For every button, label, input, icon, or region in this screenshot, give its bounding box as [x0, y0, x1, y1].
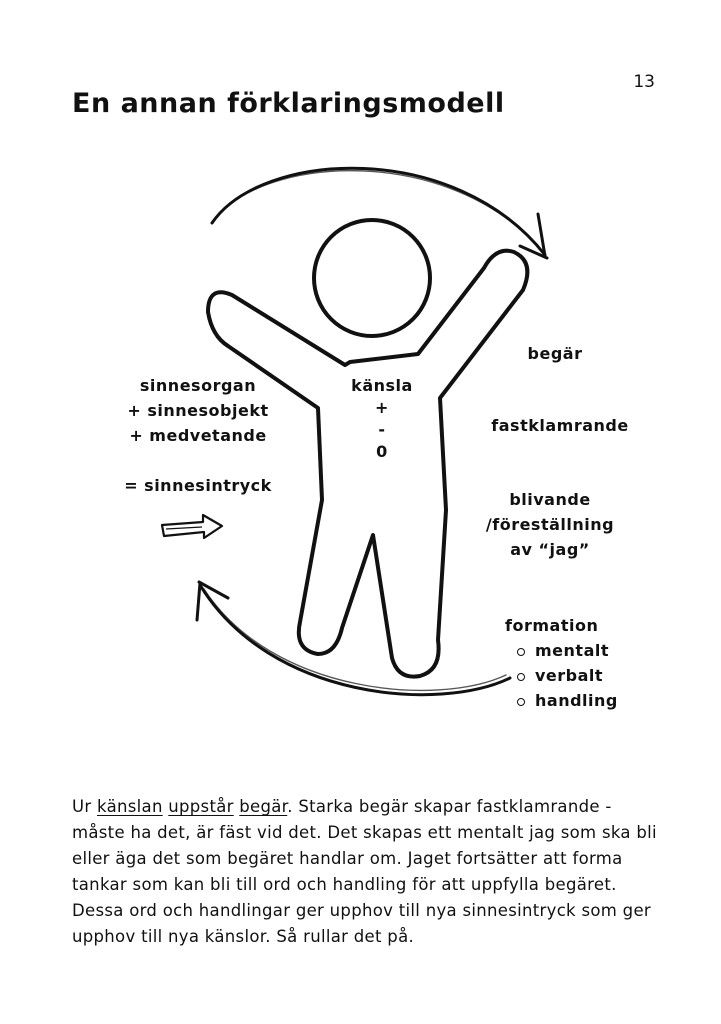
formation-block [505, 613, 665, 713]
becoming-block [470, 487, 630, 562]
page-title: En annan förklaringsmodell [72, 88, 505, 119]
formation-item-action: handling [505, 688, 665, 713]
body-paragraph [72, 794, 662, 950]
formation-list [505, 638, 665, 713]
formation-item-verbal: verbalt [505, 663, 665, 688]
underlined-uppstar: uppstår [168, 797, 234, 816]
clinging-label: fastklamrande [491, 416, 629, 435]
sense-impression-label: = sinnesintryck [124, 476, 272, 495]
self-label: av “jag” [510, 540, 590, 559]
formation-item-mental: mentalt [505, 638, 665, 663]
desire-label: begär [527, 344, 583, 363]
feeling-minus: - [378, 420, 386, 439]
underlined-kanslan: känslan [97, 797, 163, 816]
right-arrow-icon [162, 515, 222, 538]
sense-impression-block [98, 373, 298, 498]
sense-object-label: + sinnesobjekt [127, 401, 269, 420]
page-number: 13 [633, 72, 655, 92]
underlined-begar: begär [239, 797, 288, 816]
feeling-block [332, 375, 432, 463]
notion-label: /föreställning [485, 515, 615, 534]
sense-organ-label: sinnesorgan [139, 376, 257, 395]
formation-label: formation [505, 616, 599, 635]
feeling-label: känsla [351, 376, 413, 395]
consciousness-label: + medvetande [129, 426, 267, 445]
becoming-label: blivande [509, 490, 591, 509]
body-text-rest: . Starka begär skapar fastklamrande - måste ha det, är fäst vid det. Det skapas ett mentalt jag som ska bli eller äga det som begäret handlar om. Jaget fortsätter att forma tankar som kan bli till ord och handling för att uppfylla begäret. Dessa ord och handlingar ger upphov till nya sinnesintryck som ger upphov till nya känslor. Så rullar det på. [72, 797, 657, 946]
feeling-zero: 0 [376, 442, 388, 461]
body-text-start: Ur [72, 797, 98, 816]
feeling-plus: + [375, 398, 389, 417]
